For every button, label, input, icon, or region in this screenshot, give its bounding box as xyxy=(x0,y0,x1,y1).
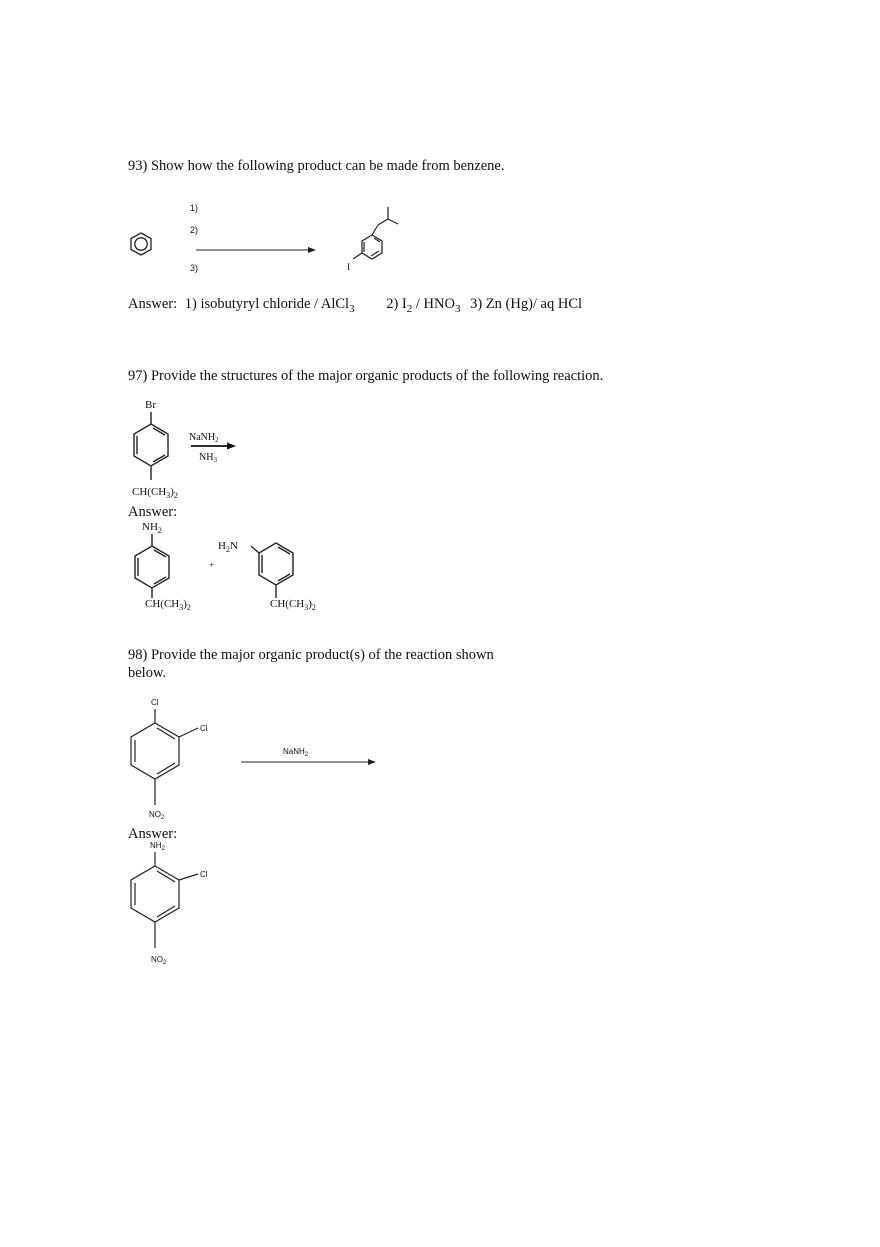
q93-answer-step1: 1) isobutyryl chloride / AlCl$_3$ xyxy=(184,296,355,315)
reaction-arrow xyxy=(241,759,376,765)
q93-reaction-scheme xyxy=(118,195,428,285)
nitro-label: $NO_2$ xyxy=(151,955,167,966)
isopropyl-label: $CH(CH_3)_2$ xyxy=(132,486,178,500)
chloro-label-1: Cl xyxy=(151,698,159,707)
meta-amine-label: $H_2N$ xyxy=(218,540,238,554)
q93-answer-step2: 2) $I_2 / HNO_3$ xyxy=(386,296,461,315)
q93-answer-label: Answer: xyxy=(128,296,178,312)
q97-question: 97) Provide the structures of the major organic products of the following reaction. xyxy=(128,368,604,384)
reagent-nanh2: NaNH$_2$ xyxy=(283,747,309,758)
q97-answer-label: Answer: xyxy=(128,504,178,520)
q93-question: 93) Show how the following product can be made from benzene. xyxy=(128,158,505,174)
para-amine-label: $NH_2$ xyxy=(142,521,162,535)
q93-answer-step3: 3) Zn (Hg)/ aq HCl xyxy=(470,296,583,312)
reagent-nanh2: NaNH$_2$ xyxy=(189,432,219,444)
nitro-label: $NO_2$ xyxy=(149,810,165,821)
chloronitroaniline-structure xyxy=(131,852,198,948)
benzene-structure xyxy=(131,233,151,255)
bromo-isopropylbenzene-structure xyxy=(134,412,168,480)
q98-question-line1: 98) Provide the major organic product(s) of the reaction shown xyxy=(128,647,494,663)
step-3-label: 3) xyxy=(190,263,199,273)
q98-reaction-scheme xyxy=(120,693,390,823)
chloro-label-2: Cl xyxy=(200,724,208,733)
plus-sign: + xyxy=(209,560,215,570)
q98-question-line2: below. xyxy=(128,665,167,681)
q97-products-scheme xyxy=(125,518,335,614)
para-isopropylaniline-structure xyxy=(135,534,169,598)
meta-isopropyl-label: $CH(CH_3)_2$ xyxy=(270,598,316,612)
step-1-label: 1) xyxy=(190,203,199,213)
q98-product-scheme xyxy=(120,836,230,968)
iodine-label: I xyxy=(347,262,350,272)
bromo-label: Br xyxy=(145,399,156,411)
para-isopropyl-label: $CH(CH_3)_2$ xyxy=(145,598,191,612)
reaction-arrow xyxy=(196,247,316,253)
q98-answer-label: Answer: xyxy=(128,826,178,842)
step-2-label: 2) xyxy=(190,225,199,235)
q97-reactant-scheme xyxy=(125,394,255,504)
reagent-nh3: $NH_3$ xyxy=(199,452,217,464)
q93-answer xyxy=(128,295,582,318)
amine-label: $NH_2$ xyxy=(150,841,165,852)
meta-isopropylaniline-structure xyxy=(251,543,293,598)
isobutyl-iodobenzene-structure xyxy=(353,207,398,259)
chloro-label: Cl xyxy=(200,870,208,879)
dichloronitrobenzene-structure xyxy=(131,709,198,805)
reaction-arrow xyxy=(191,443,236,450)
